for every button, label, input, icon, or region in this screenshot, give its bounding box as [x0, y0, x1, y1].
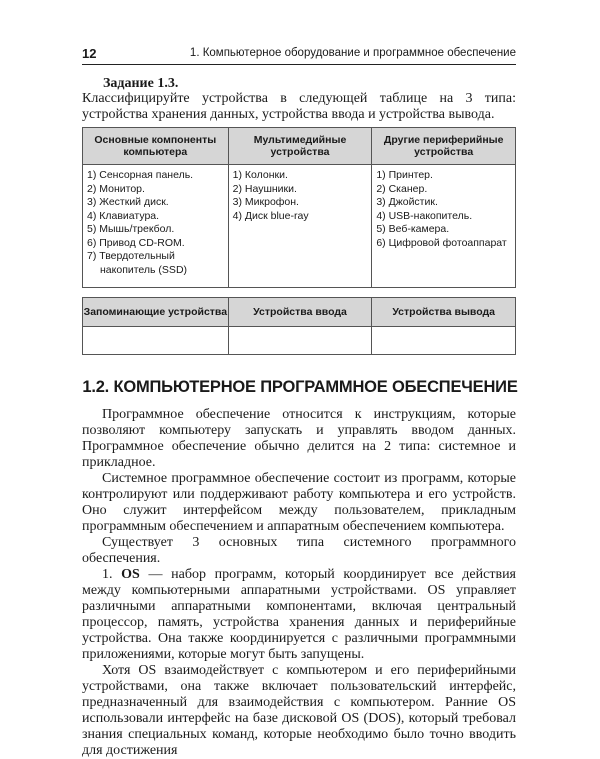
- paragraph: Программное обеспечение относится к инструкциям, которые позволяют компьютеру запускать и управлять вводом данных. Программное обеспечение обычно делится на 2 типа: системное и прикладное.: [82, 407, 516, 470]
- list-number: 1.: [102, 567, 122, 582]
- table-header-main-components: Основные компоненты компьютера: [83, 128, 229, 165]
- table-header-peripherals: Другие периферийные устройства: [372, 128, 516, 165]
- paragraph: Существует 3 основных типа системного программного обеспечения.: [82, 535, 516, 566]
- paragraph: Хотя OS взаимодействует с компьютером и его периферийными устройствами, она также включает пользовательский интерфейс, предназначенный для взаимодействия с компьютером. Ранние OS использовали интерфейс на базе дисковой OS (DOS), который требовал знания специальных команд, которые необходимо было точно вводить для достижения: [82, 663, 516, 758]
- list-item: 2) Сканер.: [376, 182, 428, 195]
- list-item: 7) Твердотельный: [87, 250, 175, 262]
- table-header-input: Устройства ввода: [228, 298, 372, 327]
- table-cell-multimedia: [228, 165, 372, 288]
- list-item: 1) Сенсорная панель.: [87, 169, 194, 181]
- list-item: 4) USB-накопитель.: [376, 209, 473, 222]
- list-item: 3) Микрофон.: [232, 196, 299, 208]
- paragraph-text: — набор программ, который координирует все действия между компьютерными аппаратными устройствами. OS управляет различными аппаратными компонентами, включая центральный процессор, память, устройства хранения данных и периферийные устройства. Она также координируется с различными программными приложениями, которые могут быть запущены.: [82, 567, 516, 662]
- list-item: 1) Колонки.: [232, 169, 288, 181]
- task-title: Задание 1.3.: [103, 76, 179, 91]
- answer-cell-storage: [83, 327, 229, 355]
- list-item: 2) Монитор.: [87, 182, 145, 195]
- list-item: 3) Джойстик.: [376, 196, 438, 208]
- list-item: 5) Мышь/трекбол.: [87, 223, 175, 235]
- section-title: 1.2. КОМПЬЮТЕРНОЕ ПРОГРАММНОЕ ОБЕСПЕЧЕНИЕ: [82, 378, 518, 396]
- page-header: [82, 46, 516, 65]
- answer-table: [82, 297, 516, 355]
- answer-cell-output: [372, 327, 516, 355]
- body-text: [82, 407, 516, 759]
- answer-cell-input: [228, 327, 372, 355]
- running-title: 1. Компьютерное оборудование и программное обеспечение: [189, 47, 516, 59]
- table-header-multimedia: Мультимедийные устройства: [228, 128, 372, 165]
- list-item: 5) Веб-камера.: [376, 223, 450, 235]
- paragraph: Системное программное обеспечение состоит из программ, которые контролируют или поддерживают работу компьютера и его устройств. Оно служит интерфейсом между пользователем, прикладным программным обеспечением и аппаратным обеспечением компьютера.: [82, 471, 516, 534]
- page-number: 12: [82, 46, 97, 61]
- list-item: 6) Цифровой фотоаппарат: [376, 236, 507, 249]
- list-item: 4) Клавиатура.: [87, 209, 160, 222]
- devices-table: [82, 127, 516, 288]
- table-cell-main-components: [83, 165, 229, 288]
- task-text: Классифицируйте устройства в следующей таблице на 3 типа: устройства хранения данных, устройства ввода и устройства вывода.: [82, 91, 516, 122]
- table-header-output: Устройства вывода: [372, 298, 516, 327]
- list-item: 3) Жесткий диск.: [87, 196, 169, 208]
- list-item: 1) Принтер.: [376, 169, 433, 181]
- list-item: 6) Привод CD-ROM.: [87, 236, 185, 249]
- paragraph: [82, 567, 516, 663]
- table-cell-peripherals: [372, 165, 516, 288]
- list-item: накопитель (SSD): [100, 263, 188, 276]
- list-item: 2) Наушники.: [232, 182, 297, 195]
- list-item: 4) Диск blue-ray: [232, 209, 309, 222]
- table-header-storage: Запоминающие устройства: [83, 298, 229, 327]
- term-os: OS: [121, 567, 140, 582]
